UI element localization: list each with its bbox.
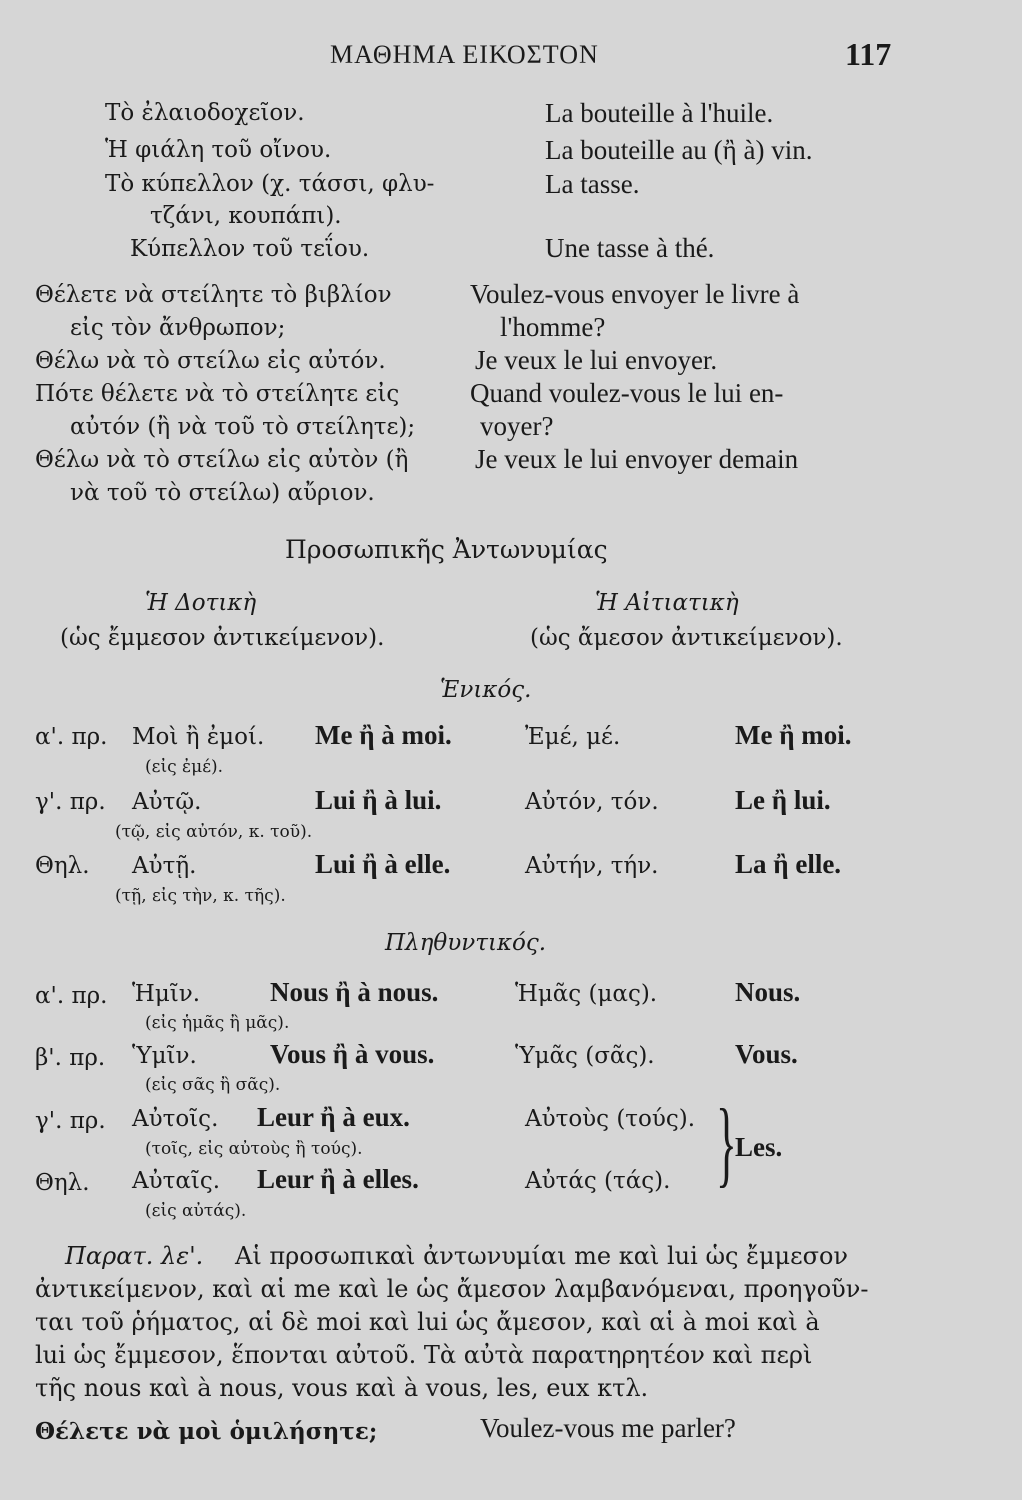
greek-accusative: Ὑμᾶς (σᾶς). [515,1043,655,1069]
plural-title: Πληθυντικός. [385,930,547,956]
greek-accusative: Αὐτήν, τήν. [525,853,659,879]
french-accusative: La ἢ elle. [735,849,842,879]
greek-accusative: Αὐτόν, τόν. [525,789,659,815]
french-dative: Vous ἢ à vous. [270,1039,435,1069]
dialogue-french-3: Je veux le lui envoyer. [475,345,718,375]
french-accusative: Nous. [735,977,801,1007]
dialogue-french-5: voyer? [480,411,554,441]
french-dative: Lui ἢ à lui. [315,785,442,815]
greek-accusative: Ἐμέ, μέ. [525,724,621,750]
greek-accusative: Αὐτάς (τάς). [525,1168,671,1194]
remark-line-5: τῆς nous καὶ à nous, vous καὶ à vous, les, eux κτλ. [35,1374,649,1402]
french-dative: Leur ἢ à eux. [257,1102,410,1132]
dialogue-greek-1: Θέλετε νὰ στείλητε τὸ βιβλίον [35,282,392,308]
singular-title: Ἑνικός. [440,677,532,703]
french-dative: Lui ἢ à elle. [315,849,451,879]
greek-dative: Αὐτοῖς. [132,1106,219,1132]
person-label: γ'. πρ. [35,1108,106,1134]
remark-line-1: Αἱ προσωπικαὶ ἀντωνυμίαι me καὶ lui ὡς ἔμμεσον [235,1242,849,1270]
vocab-greek-5: Κύπελλον τοῦ τεΐου. [130,236,370,262]
vocab-greek-3: Τὸ κύπελλον (χ. τάσσι, φλυ- [105,171,435,197]
accusative-subtitle: (ὡς ἄμεσον ἀντικείμενον). [530,625,843,651]
greek-dative: Αὐταῖς. [132,1168,221,1194]
french-dative: Leur ἢ à elles. [257,1164,419,1194]
dialogue-greek-6: Θέλω νὰ τὸ στείλω εἰς αὐτὸν (ἢ [35,447,409,473]
final-french: Voulez-vous me parler? [480,1413,736,1443]
person-label: α'. πρ. [35,724,108,750]
greek-dative: Αὐτῷ. [132,789,202,815]
french-accusative: Me ἢ moi. [735,720,852,750]
vocab-french-2: La bouteille au (ἢ à) vin. [545,135,813,165]
greek-note: (εἰς σᾶς ἢ σᾶς). [145,1075,281,1095]
greek-note: (εἰς ἡμᾶς ἢ μᾶς). [145,1013,290,1033]
greek-note: (τῷ, εἰς αὐτόν, κ. τοῦ). [115,822,313,842]
accusative-title: Ἡ Αἰτιατικὴ [595,590,739,616]
dialogue-greek-2: εἰς τὸν ἄνθρωπον; [70,315,286,341]
greek-note: (τοῖς, εἰς αὐτοὺς ἢ τούς). [145,1139,363,1159]
person-label: α'. πρ. [35,983,108,1009]
french-dative: Me ἢ à moi. [315,720,452,750]
greek-dative: Ἡμῖν. [132,981,201,1007]
section-title: Προσωπικῆς Ἀντωνυμίας [285,535,608,564]
french-dative: Nous ἢ à nous. [270,977,439,1007]
person-label: γ'. πρ. [35,789,106,815]
dialogue-french-1: Voulez-vous envoyer le livre à [470,279,800,309]
person-label: β'. πρ. [35,1045,106,1071]
remark-line-4: lui ὡς ἔμμεσον, ἕπονται αὐτοῦ. Τὰ αὐτὰ παρατηρητέον καὶ περὶ [35,1341,813,1369]
dialogue-greek-4: Πότε θέλετε νὰ τὸ στείλητε εἰς [35,381,400,407]
page-number: 117 [845,36,892,72]
vocab-french-5: Une tasse à thé. [545,233,715,263]
dative-subtitle: (ὡς ἔμμεσον ἀντικείμενον). [60,625,385,651]
greek-note: (εἰς αὐτάς). [145,1201,247,1221]
vocab-greek-2: Ἡ φιάλη τοῦ οἴνου. [105,137,332,163]
remark-line-3: ται τοῦ ῥήματος, αἱ δὲ moi καὶ lui ὡς ἄμεσον, καὶ αἱ à moi καὶ à [35,1308,820,1336]
greek-note: (εἰς ἐμέ). [145,757,224,777]
greek-dative: Αὐτῇ. [132,853,197,879]
greek-accusative: Αὐτοὺς (τούς). [525,1106,696,1132]
dialogue-french-4: Quand voulez-vous le lui en- [470,378,784,408]
greek-note: (τῇ, εἰς τὴν, κ. τῆς). [115,886,286,906]
person-label: Θηλ. [35,1170,90,1196]
greek-accusative: Ἡμᾶς (μας). [515,981,658,1007]
remark-line-2: ἀντικείμενον, καὶ αἱ me καὶ le ὡς ἄμεσον λαμβανόμεναι, προηγοῦν- [35,1275,869,1303]
greek-dative: Ὑμῖν. [132,1043,197,1069]
dialogue-french-2: l'homme? [500,312,606,342]
dialogue-greek-3: Θέλω νὰ τὸ στείλω εἰς αὐτόν. [35,348,386,374]
final-greek: Θέλετε νὰ μοὶ ὁμιλήσητε; [35,1418,378,1445]
french-accusative: Vous. [735,1039,798,1069]
dialogue-greek-5: αὐτόν (ἢ νὰ τοῦ τὸ στείλητε); [70,414,416,440]
person-label: Θηλ. [35,853,90,879]
vocab-greek-1: Τὸ ἐλαιοδοχεῖον. [105,100,305,126]
dialogue-greek-7: νὰ τοῦ τὸ στείλω) αὔριον. [70,480,375,506]
french-accusative: Le ἢ lui. [735,785,831,815]
dialogue-french-6: Je veux le lui envoyer demain [475,444,799,474]
curly-brace: } [716,1089,737,1196]
dative-title: Ἡ Δοτικὴ [145,590,257,616]
vocab-greek-4: τζάνι, κουπάπι). [150,203,342,229]
les-label: Les. [735,1132,783,1162]
chapter-title: ΜΑΘΗΜΑ ΕΙΚΟΣΤΟΝ [330,40,599,69]
vocab-french-1: La bouteille à l'huile. [545,98,774,128]
greek-dative: Μοὶ ἢ ἐμοί. [132,724,265,750]
remark-label: Παρατ. λε'. [65,1242,204,1270]
vocab-french-3: La tasse. [545,169,640,199]
